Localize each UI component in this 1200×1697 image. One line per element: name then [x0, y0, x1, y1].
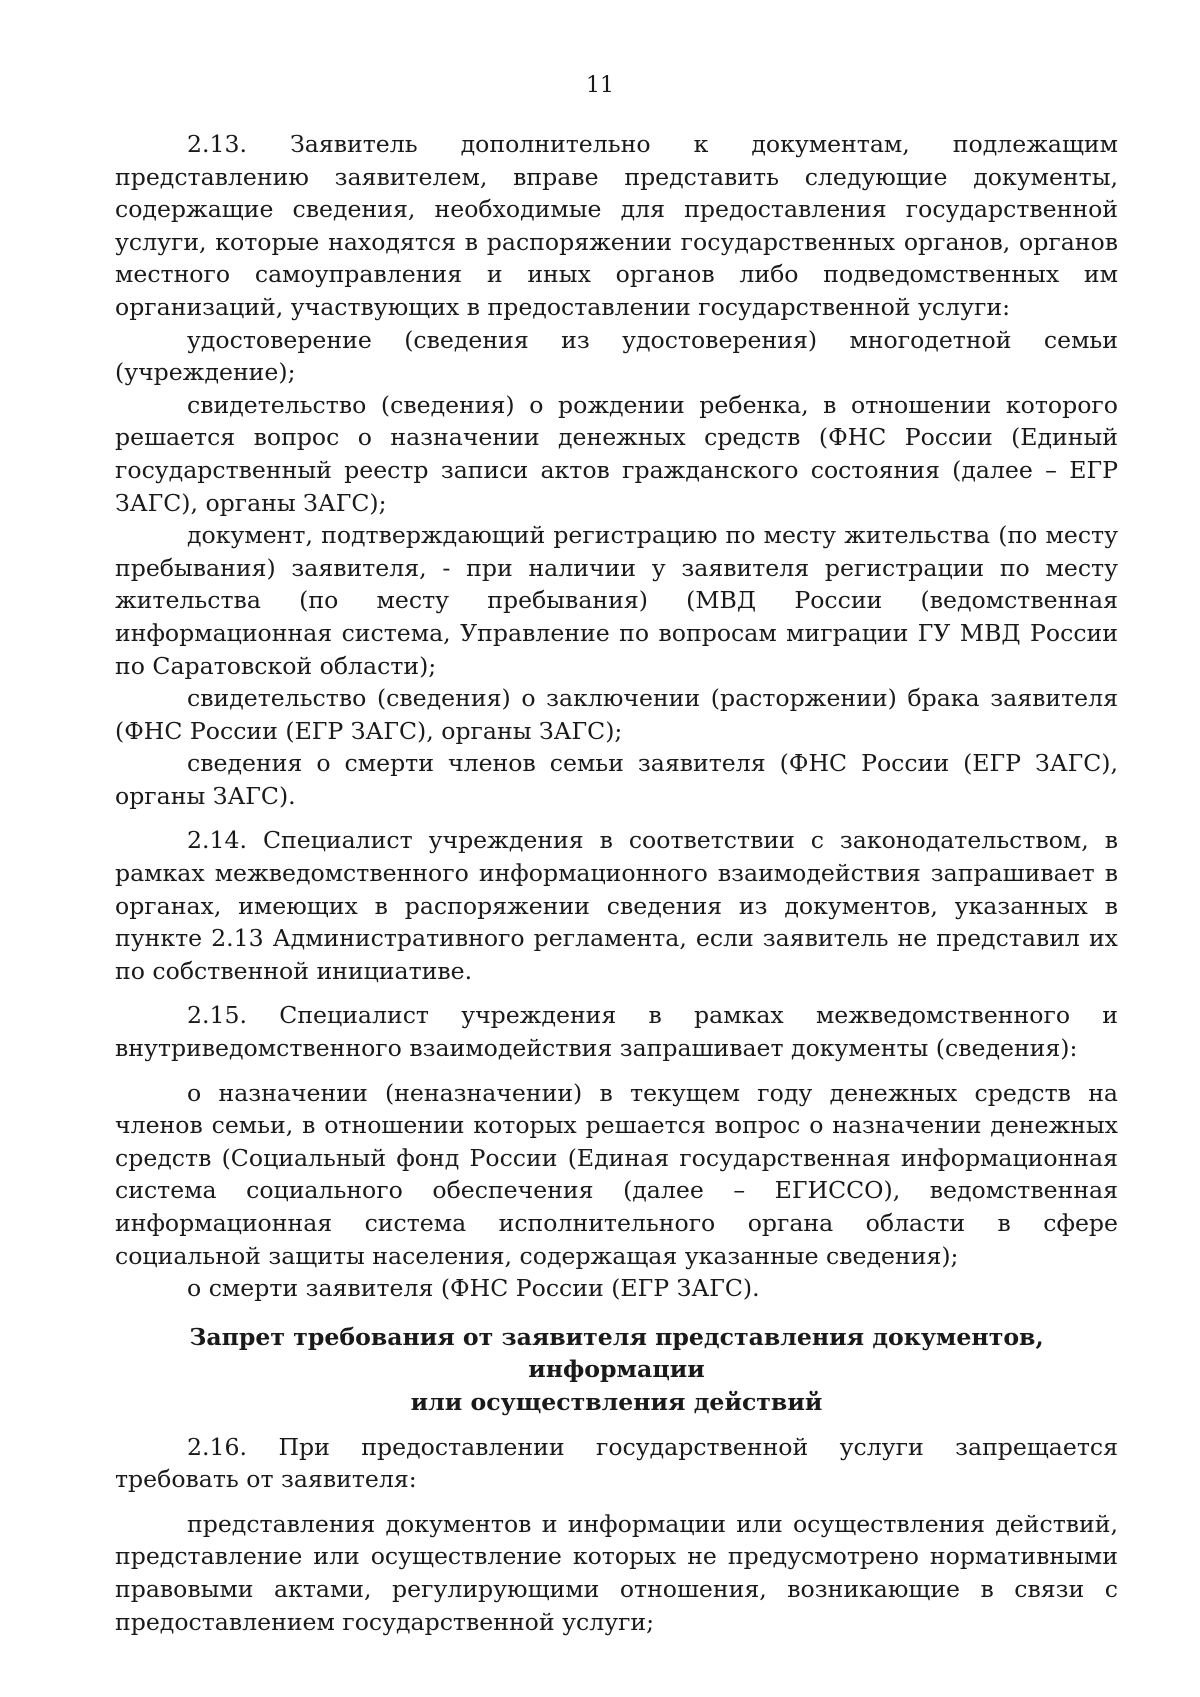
list-item-registration-document: документ, подтверждающий регистрацию по месту жительства (по месту пребывания) заявителя, - при наличии у заявителя регистрации по месту жительства (по месту пребывания) (МВД России (ведомственная информационная система, Управление по вопросам миграции ГУ МВД России по Саратовской области); — [115, 521, 1118, 680]
paragraph-2-14: 2.14. Специалист учреждения в соответствии с законодательством, в рамках межведомственного информационного взаимодействия запрашивает в органах, имеющих в распоряжении сведения из документов, указанных в пункте 2.13 Административного регламента, если заявитель не представил их по собственной инициативе. — [115, 826, 1118, 985]
paragraph-2-16: 2.16. При предоставлении государственной услуги запрещается требовать от заявителя: — [115, 1432, 1118, 1494]
list-item-documents-not-required: представления документов и информации или осуществления действий, представление или осуществление которых не предусмотрено нормативными правовыми актами, регулирующими отношения, возникающие в связи с предоставлением государственной услуги; — [115, 1509, 1118, 1636]
section-heading-line-2: или осуществления действий — [410, 1387, 823, 1416]
section-heading-line-1: Запрет требования от заявителя представления документов, информации — [189, 1322, 1044, 1384]
page-number: 11 — [586, 73, 614, 98]
list-item-marriage-certificate: свидетельство (сведения) о заключении (расторжении) брака заявителя (ФНС России (ЕГР ЗАГС), органы ЗАГС); — [115, 684, 1118, 745]
list-item-certificate-large-family: удостоверение (сведения из удостоверения) многодетной семьи (учреждение); — [115, 325, 1118, 387]
document-body — [115, 128, 1118, 1638]
list-item-death-of-family-members: сведения о смерти членов семьи заявителя (ФНС России (ЕГР ЗАГС), органы ЗАГС). — [115, 749, 1118, 810]
section-heading — [115, 1321, 1118, 1419]
list-item-assignment-of-funds: о назначении (неназначении) в текущем году денежных средств на членов семьи, в отношении которых решается вопрос о назначении денежных средств (Социальный фонд России (Единая государственная информационная система социального обеспечения (далее – ЕГИССО), ведомственная информационная система исполнительного органа области в сфере социальной защиты населения, содержащая указанные сведения); — [115, 1078, 1118, 1270]
list-item-birth-certificate: свидетельство (сведения) о рождении ребенка, в отношении которого решается вопрос о назначении денежных средств (ФНС России (Единый государственный реестр записи актов гражданского состояния (далее – ЕГР ЗАГС), органы ЗАГС); — [115, 390, 1118, 517]
paragraph-2-13: 2.13. Заявитель дополнительно к документам, подлежащим представлению заявителем, вправе представить следующие документы, содержащие сведения, необходимые для предоставления государственной услуги, которые находятся в распоряжении государственных органов, органов местного самоуправления и иных органов либо подведомственных им организаций, участвующих в предоставлении государственной услуги: — [115, 130, 1118, 321]
paragraph-2-15: 2.15. Специалист учреждения в рамках межведомственного и внутриведомственного взаимодействия запрашивает документы (сведения): — [115, 1001, 1118, 1063]
list-item-death-of-applicant: о смерти заявителя (ФНС России (ЕГР ЗАГС). — [187, 1274, 760, 1303]
